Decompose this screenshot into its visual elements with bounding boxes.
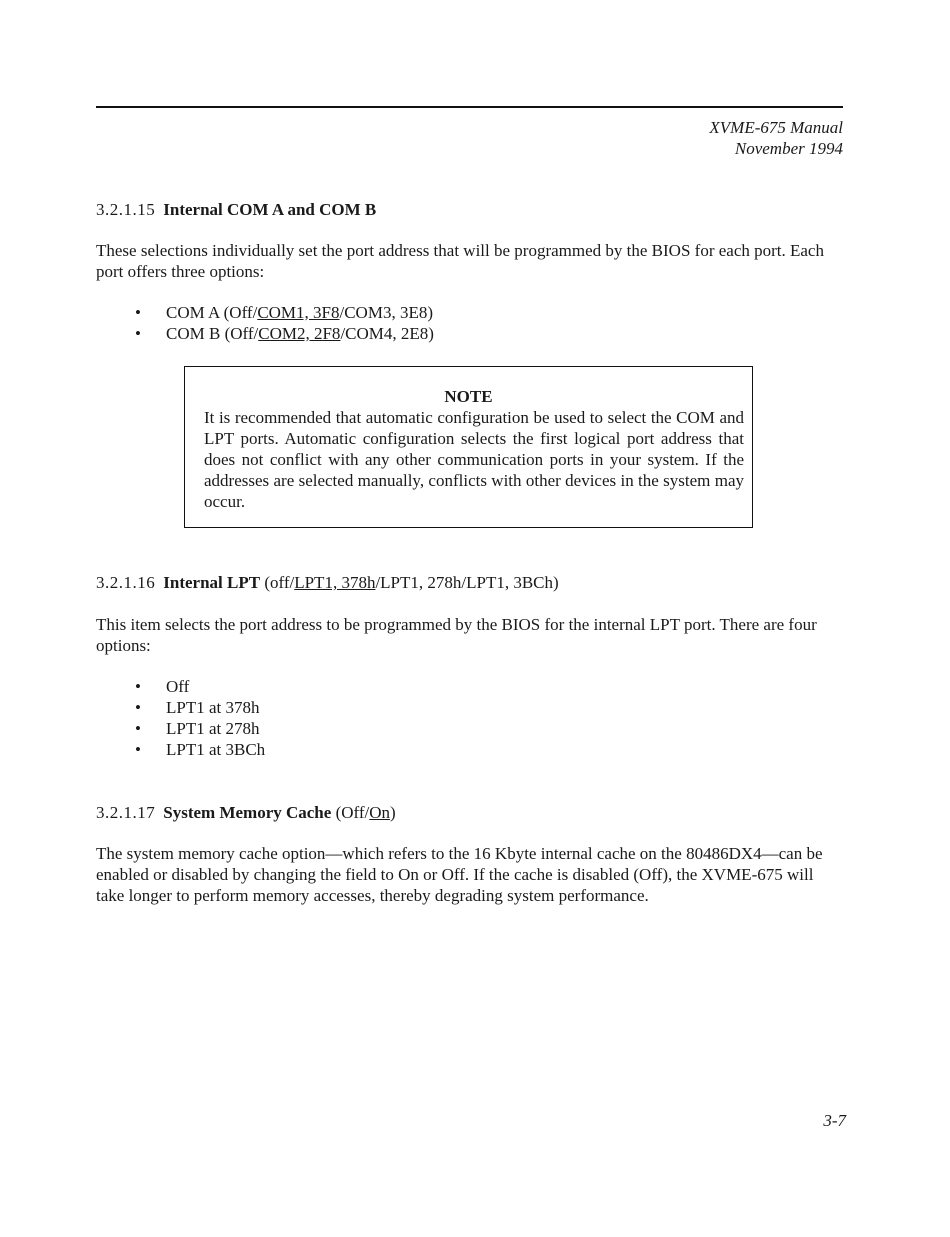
section-16-title: Internal LPT: [163, 573, 261, 592]
bullet-icon: •: [135, 324, 141, 343]
list-item: • LPT1 at 3BCh: [135, 740, 266, 759]
list-item: • COM A (Off/COM1, 3F8/COM3, 3E8): [135, 303, 433, 322]
section-15-paragraph: These selections individually set the port address that will be programmed by the BIOS for each port. Each port offers three options:: [96, 241, 824, 281]
section-15-heading: [96, 199, 376, 220]
section-17-heading: [96, 802, 396, 823]
bullet-icon: •: [135, 698, 141, 717]
list-item: • Off: [135, 677, 190, 696]
page-header: [709, 117, 843, 159]
bullet-icon: •: [135, 677, 141, 696]
note-box: [184, 366, 753, 528]
section-16-options: (off/LPT1, 378h/LPT1, 278h/LPT1, 3BCh): [264, 573, 559, 592]
page-number: 3-7: [823, 1111, 846, 1130]
section-16-paragraph: This item selects the port address to be programmed by the BIOS for the internal LPT port. There are four options:: [96, 615, 817, 655]
section-16-heading: [96, 572, 559, 593]
section-15-number: 3.2.1.15: [96, 200, 156, 219]
list-item: • COM B (Off/COM2, 2F8/COM4, 2E8): [135, 324, 434, 343]
header-date: November 1994: [734, 139, 843, 158]
section-16-number: 3.2.1.16: [96, 573, 156, 592]
list-item: • LPT1 at 278h: [135, 719, 260, 738]
section-17-options: (Off/On): [335, 803, 396, 822]
default-option: LPT1, 378h: [294, 573, 376, 592]
section-17-number: 3.2.1.17: [96, 803, 156, 822]
header-rule: [96, 106, 843, 108]
default-option: COM1, 3F8: [257, 303, 340, 322]
bullet-icon: •: [135, 303, 141, 322]
list-item: • LPT1 at 378h: [135, 698, 260, 717]
bullet-icon: •: [135, 740, 141, 759]
default-option: On: [369, 803, 391, 822]
section-15-title: Internal COM A and COM B: [163, 200, 377, 219]
note-body: It is recommended that automatic configuration be used to select the COM and LPT ports. Automatic configuration selects the first logical port address that does not conflict with any other communication ports in your system. If the addresses are selected manually, conflicts with other devices in the system may occur.: [204, 408, 744, 511]
section-15-bullet-list: [131, 302, 434, 344]
section-17-title: System Memory Cache: [163, 803, 332, 822]
note-title: NOTE: [444, 387, 493, 406]
bullet-icon: •: [135, 719, 141, 738]
header-manual-title: XVME-675 Manual: [709, 118, 843, 137]
section-16-bullet-list: [131, 676, 265, 760]
section-17-paragraph: The system memory cache option—which refers to the 16 Kbyte internal cache on the 80486DX4—can be enabled or disabled by changing the field to On or Off. If the cache is disabled (Off), the XVME-675 will take longer to perform memory accesses, thereby degrading system performance.: [96, 844, 823, 905]
default-option: COM2, 2F8: [258, 324, 341, 343]
